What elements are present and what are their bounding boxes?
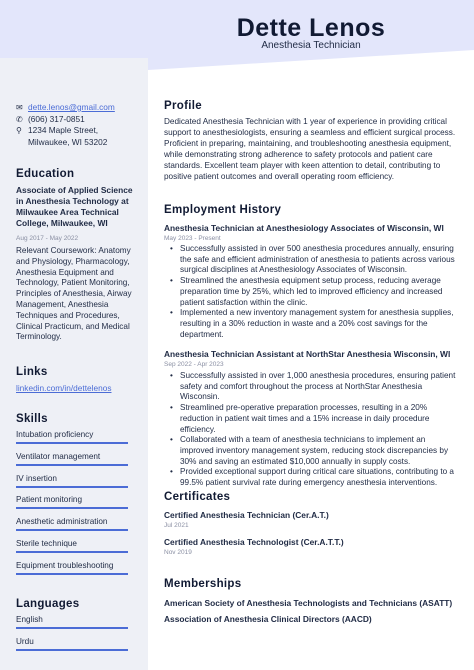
skill-level-bar xyxy=(16,486,128,488)
education-heading: Education xyxy=(16,168,75,180)
phone-text: (606) 317-0851 xyxy=(28,113,85,124)
candidate-name: Dette Lenos xyxy=(236,14,386,42)
job-bullet: • Successfully assisted in over 1,000 anesthesia procedures, ensuring patient safety and comfort throughout the process at NorthStar Anesthesia Wisconsin. xyxy=(170,371,458,403)
skill-item xyxy=(16,430,128,444)
education-dates: Aug 2017 - May 2022 xyxy=(16,235,79,242)
skill-level-bar xyxy=(16,442,128,444)
level-fill xyxy=(16,464,128,466)
memberships-heading: Memberships xyxy=(164,578,242,590)
education-coursework: Relevant Coursework: Anatomy and Physiology, Pharmacology, Anesthesia Equipment and Technology, Patient Monitoring, Principles of Anesthesia, Airway Management, Anesthesia Techniques and Procedures, Clinical Practicum, and Medical Terminology. xyxy=(16,246,132,342)
language-label: Urdu xyxy=(16,637,34,646)
job-title: Anesthesia Technician Assistant at NorthStar Anesthesia Wisconsin, WI xyxy=(164,349,451,359)
level-fill xyxy=(16,627,128,629)
membership-item: American Society of Anesthesia Technologists and Technicians (ASATT) xyxy=(164,598,453,608)
contact-phone-row xyxy=(16,114,144,126)
skill-level-bar xyxy=(16,573,128,575)
profile-heading: Profile xyxy=(164,100,202,112)
address-line-1: 1234 Maple Street, xyxy=(28,125,99,135)
sidebar xyxy=(0,58,148,670)
skill-level-bar xyxy=(16,529,128,531)
level-fill xyxy=(16,649,128,651)
skill-label: Intubation proficiency xyxy=(16,430,94,439)
level-fill xyxy=(16,442,128,444)
phone-icon: ✆ xyxy=(16,114,23,124)
skill-item xyxy=(16,495,128,509)
skill-level-bar xyxy=(16,464,128,466)
skill-label: IV insertion xyxy=(16,473,57,483)
skill-label: Equipment troubleshooting xyxy=(16,560,114,570)
skill-label: Anesthetic administration xyxy=(16,517,108,527)
certificate-name: Certified Anesthesia Technician (Cer.A.T.) xyxy=(164,510,329,520)
education-degree: Associate of Applied Science in Anesthesia Technology at Milwaukee Area Technical College, Milwaukee, WI xyxy=(16,185,133,228)
skill-item xyxy=(16,517,128,531)
level-fill xyxy=(16,486,128,488)
job-bullets xyxy=(170,244,458,340)
links-heading: Links xyxy=(16,366,48,378)
certificate-name: Certified Anesthesia Technologist (Cer.A.T.T.) xyxy=(164,537,344,547)
skill-label: Patient monitoring xyxy=(16,495,82,505)
job-bullet: • Implemented a new inventory management system for anesthesia supplies, resulting in a 30% reduction in waste and a 20% cost savings for the department. xyxy=(170,308,458,340)
candidate-role: Anesthesia Technician xyxy=(261,40,361,51)
language-level-bar xyxy=(16,649,128,651)
contact-block xyxy=(16,102,144,148)
level-fill xyxy=(16,507,128,509)
job-title: Anesthesia Technician at Anesthesiology Associates of Wisconsin, WI xyxy=(164,223,444,233)
skill-item xyxy=(16,452,128,466)
job-bullet: • Collaborated with a team of anesthesia technicians to implement an improved inventory management system, reducing stock discrepancies by 30% and saving an estimated $10,000 annually in supply costs. xyxy=(170,435,458,467)
contact-email-row xyxy=(16,102,144,114)
skill-level-bar xyxy=(16,507,128,509)
skill-label: Sterile technique xyxy=(16,539,77,548)
membership-item: Association of Anesthesia Clinical Directors (AACD) xyxy=(164,614,372,624)
skills-heading: Skills xyxy=(16,413,48,425)
envelope-icon: ✉ xyxy=(16,103,23,112)
employment-heading: Employment History xyxy=(164,204,282,216)
job-bullets xyxy=(170,371,458,489)
language-level-bar xyxy=(16,627,128,629)
job-dates: May 2023 - Present xyxy=(164,235,221,242)
address-line-2: Milwaukee, WI 53202 xyxy=(28,136,108,147)
skill-level-bar xyxy=(16,551,128,553)
level-fill xyxy=(16,573,128,575)
certificate-date: Jul 2021 xyxy=(164,522,189,529)
profile-text: Dedicated Anesthesia Technician with 1 year of experience in providing critical support to anesthesiologists, ensuring a seamless and efficient surgical process. Proficient in preparing, maintaining, and troubleshooting anesthesia equipment, while demonstrating strong adherence to safety protocols and patient care standards. Excellent team player with keen attention to detail, contributing to positive patient outcomes and overall operating room efficiency. xyxy=(164,117,456,181)
email-link[interactable]: dette.lenos@gmail.com xyxy=(28,102,115,112)
languages-heading: Languages xyxy=(16,598,80,610)
language-item xyxy=(16,615,128,629)
level-fill xyxy=(16,529,128,531)
skill-item xyxy=(16,539,128,553)
certificates-heading: Certificates xyxy=(164,491,231,503)
map-pin-icon: ⚲ xyxy=(16,126,22,135)
language-item xyxy=(16,637,128,651)
address-text xyxy=(28,125,107,148)
skill-item xyxy=(16,561,128,575)
job-bullet: • Streamlined the anesthesia equipment setup process, reducing average preparation time by 25%, which led to improved efficiency and increased patient satisfaction within the clinic. xyxy=(170,276,458,308)
job-dates: Sep 2022 - Apr 2023 xyxy=(164,361,224,368)
linkedin-link[interactable]: linkedin.com/in/dettelenos xyxy=(16,383,112,393)
job-bullet: • Successfully assisted in over 500 anesthesia procedures annually, ensuring the safe and efficient administration of anesthesia to patients across various surgical disciplines at Anesthesiology Associates of Wisconsin. xyxy=(170,244,458,276)
skill-label: Ventilator management xyxy=(16,451,101,461)
skill-item xyxy=(16,474,128,488)
contact-address-row xyxy=(16,125,144,148)
level-fill xyxy=(16,551,128,553)
job-bullet: • Streamlined pre-operative preparation processes, resulting in a 20% reduction in patient wait times and a 15% increase in daily procedure efficiency. xyxy=(170,403,458,435)
certificate-date: Nov 2019 xyxy=(164,549,192,556)
language-label: English xyxy=(16,615,43,624)
job-bullet: • Provided exceptional support during critical care situations, contributing to a 99.5% patient survival rate during emergency anesthesia interventions. xyxy=(170,467,458,488)
